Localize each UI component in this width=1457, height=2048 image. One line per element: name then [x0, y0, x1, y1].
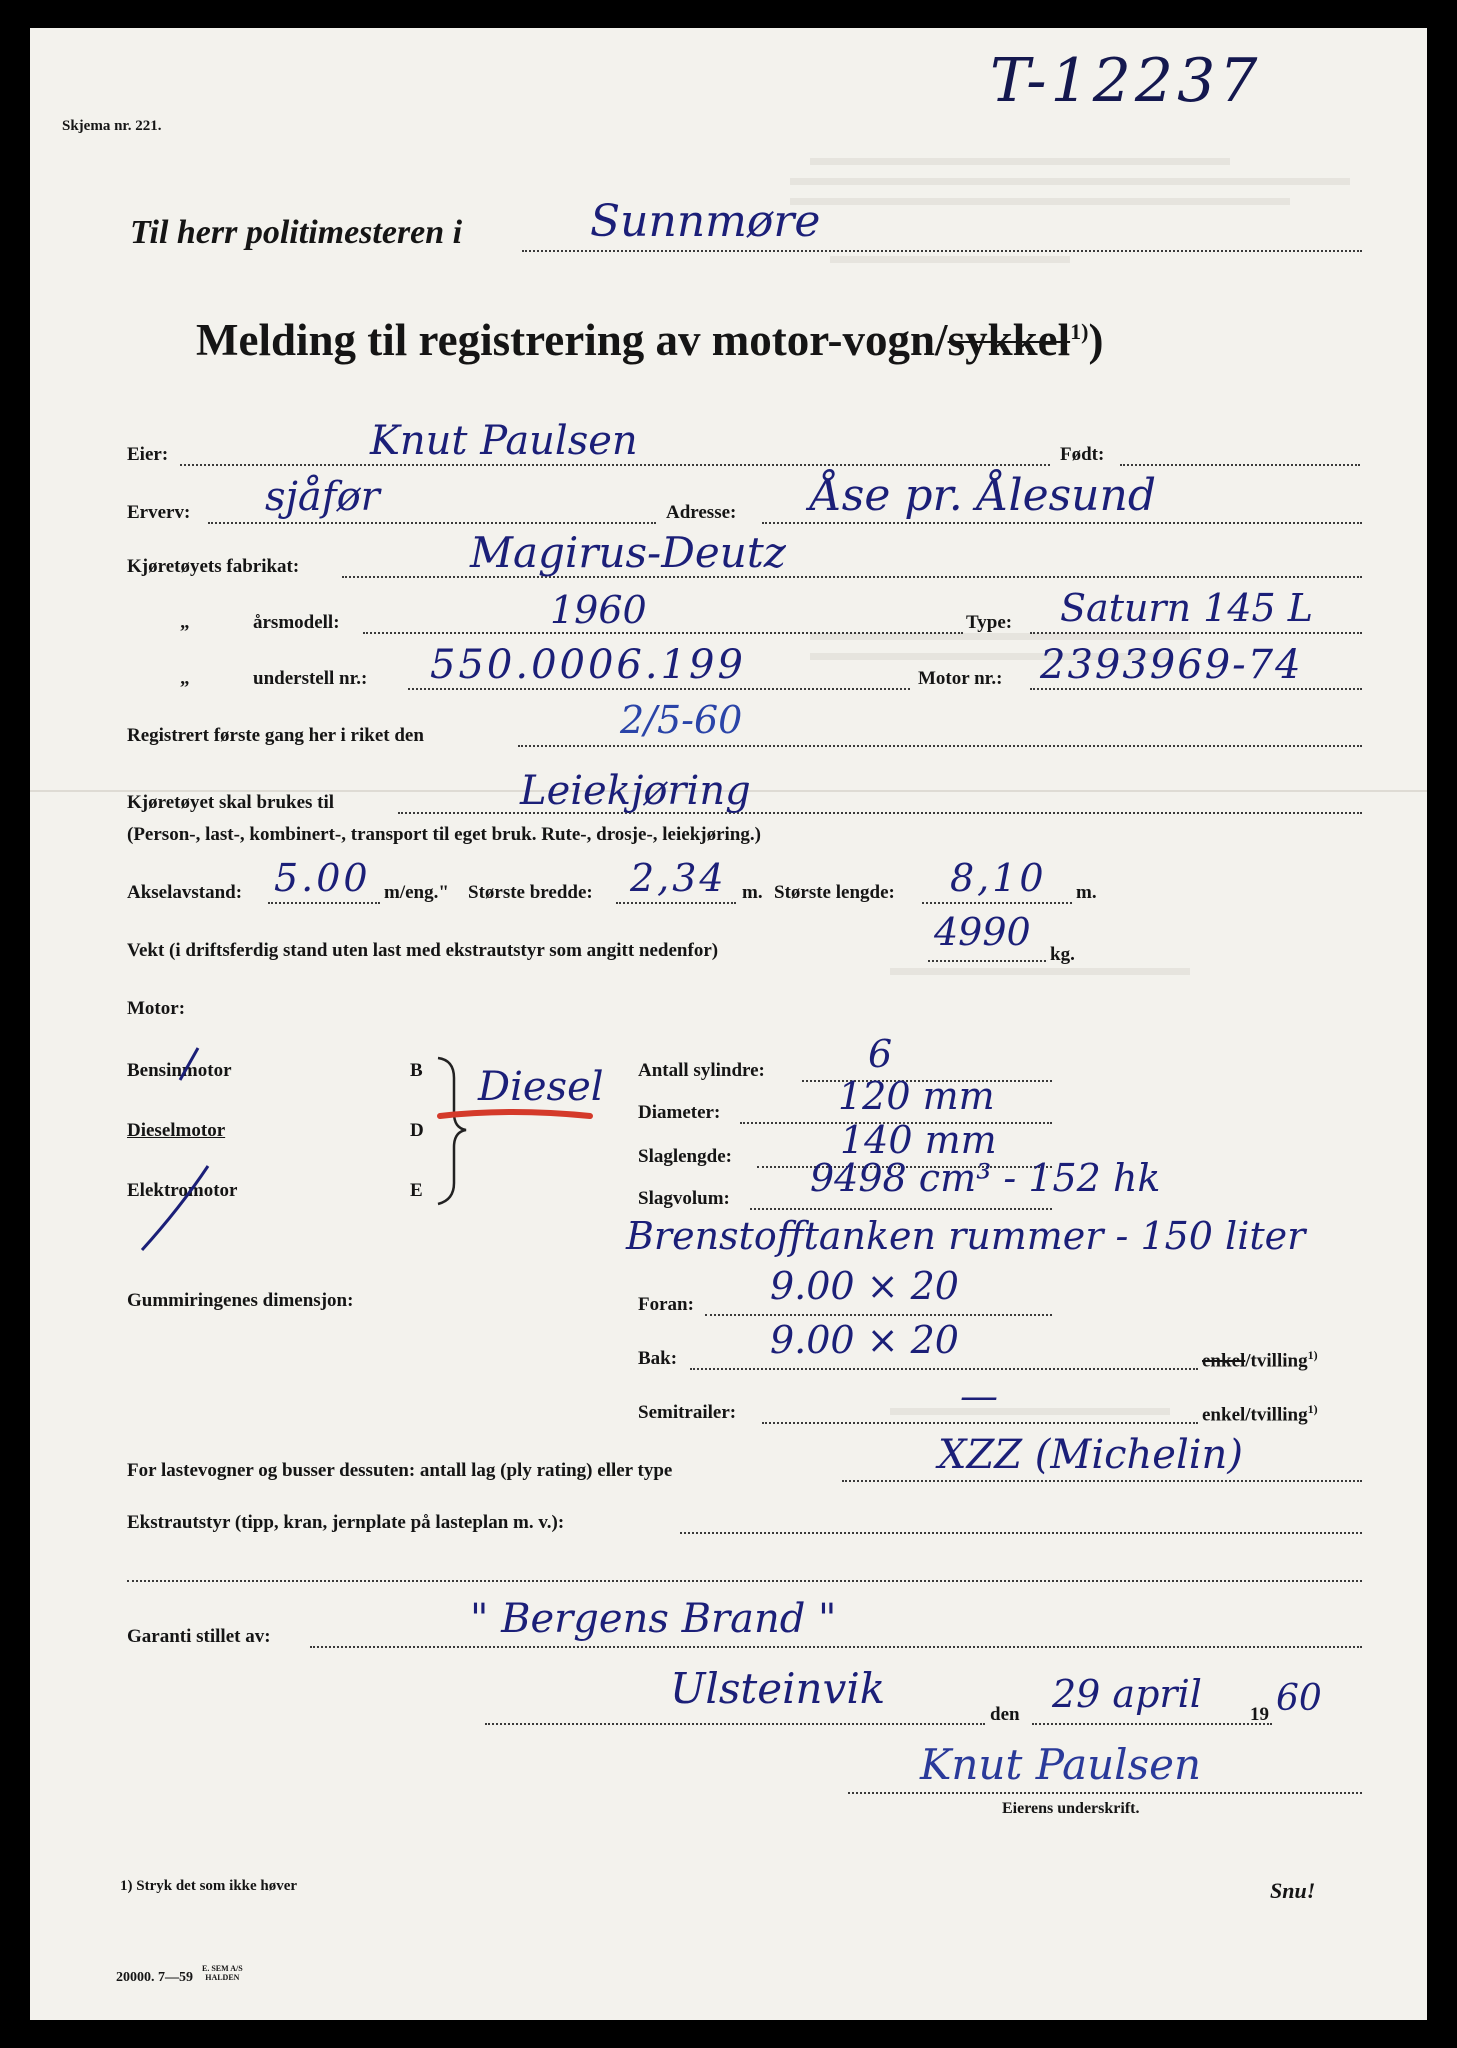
registrert-label: Registrert første gang her i riket den — [127, 725, 424, 746]
print-code: 20000. 7—59 — [116, 1970, 193, 1985]
place-value: Ulsteinvik — [670, 1664, 886, 1713]
motor-nr-value: 2393969-74 — [1040, 642, 1303, 688]
ditto-mark: „ — [180, 612, 190, 633]
pen-marks — [30, 28, 1427, 2020]
bak-value: 9.00 × 20 — [770, 1318, 959, 1362]
utstyr-label: Ekstrautstyr (tipp, kran, jernplate på lasteplan m. v.): — [127, 1512, 565, 1533]
type-label: Type: — [966, 612, 1013, 633]
garanti-label: Garanti stillet av: — [127, 1626, 271, 1647]
fabrikat-value: Magirus-Deutz — [470, 528, 786, 577]
fodt-label: Født: — [1060, 444, 1105, 465]
garanti-value: " Bergens Brand " — [470, 1596, 837, 1642]
year-value: 60 — [1276, 1678, 1322, 1719]
motor-selected: Diesel — [478, 1064, 604, 1110]
understell-label: understell nr.: — [253, 668, 368, 689]
year-prefix: 19 — [1250, 1704, 1269, 1725]
reference-number: T-12237 — [990, 46, 1262, 116]
semi-suffix: enkel/tvilling$^{1)}$ — [1202, 1402, 1318, 1426]
lengde-unit: m. — [1076, 882, 1097, 903]
akselavstand-unit: m/eng." — [384, 882, 449, 903]
vekt-unit: kg. — [1050, 944, 1075, 965]
motor-type-diesel: Dieselmotor — [127, 1120, 226, 1141]
ditto-mark: „ — [180, 668, 190, 689]
red-underline — [440, 1112, 590, 1116]
garanti-line — [310, 1646, 1362, 1648]
bredde-label: Største bredde: — [468, 882, 593, 903]
utstyr-line-2 — [127, 1580, 1362, 1582]
footnote: 1) Stryk det som ikke høver — [120, 1878, 298, 1894]
akselavstand-value: 5.00 — [274, 856, 371, 900]
ply-label: For lastevogner og busser dessuten: antall lag (ply rating) eller type — [127, 1460, 673, 1481]
ply-line — [842, 1480, 1362, 1482]
erverv-label: Erverv: — [127, 502, 191, 523]
motor-nr-label: Motor nr.: — [918, 668, 1003, 689]
date-line — [1032, 1723, 1272, 1725]
vekt-label: Vekt (i driftsferdig stand uten last med ekstrautstyr som angitt nedenfor) — [127, 940, 719, 961]
registrert-value: 2/5-60 — [620, 698, 743, 742]
bak-line — [690, 1368, 1198, 1370]
slagvolum-value: 9498 cm³ - 152 hk — [810, 1156, 1161, 1200]
motor-code-e: E — [410, 1180, 423, 1201]
slaglengde-value: 140 mm — [840, 1118, 997, 1162]
foran-line — [705, 1314, 1052, 1316]
strike-bensin — [180, 1048, 198, 1080]
diameter-value: 120 mm — [838, 1074, 995, 1118]
bredde-value: 2,34 — [630, 856, 727, 900]
signature-label: Eierens underskrift. — [1002, 1800, 1140, 1817]
foran-value: 9.00 × 20 — [770, 1264, 959, 1308]
adresse-label: Adresse: — [666, 502, 737, 523]
form-sheet — [30, 28, 1427, 2020]
semi-value: — — [960, 1374, 998, 1418]
brace-mark — [438, 1058, 466, 1204]
lengde-value: 8,10 — [950, 856, 1047, 900]
form-title: Melding til registrering av motor-vogn/sykkel$^{1)}$) — [196, 315, 1104, 365]
motor-code-d: D — [410, 1120, 424, 1141]
bredde-unit: m. — [742, 882, 763, 903]
bak-suffix: enkel/tvilling$^{1)}$ — [1202, 1348, 1318, 1372]
motor-heading: Motor: — [127, 998, 186, 1019]
vekt-value: 4990 — [934, 910, 1031, 954]
utstyr-line — [680, 1532, 1362, 1534]
addressee-value: Sunnmøre — [590, 196, 821, 247]
ply-value: XZZ (Michelin) — [938, 1432, 1243, 1478]
date-value: 29 april — [1052, 1672, 1202, 1716]
snu-note: Snu! — [1270, 1878, 1316, 1903]
signature-line — [848, 1792, 1362, 1794]
motor-code-b: B — [410, 1060, 423, 1081]
sylindre-label: Antall sylindre: — [638, 1060, 765, 1081]
slaglengde-label: Slaglengde: — [638, 1146, 732, 1167]
erverv-value: sjåfør — [265, 474, 380, 520]
motor-type-bensin: Bensinmotor — [127, 1060, 232, 1081]
den-label: den — [990, 1704, 1020, 1725]
arsmodell-value: 1960 — [550, 588, 647, 632]
tank-note: Brenstofftanken rummer - 150 liter — [626, 1214, 1306, 1258]
semi-label: Semitrailer: — [638, 1402, 737, 1423]
place-line — [485, 1723, 985, 1725]
motor-type-elektro: Elektromotor — [127, 1180, 238, 1201]
type-value: Saturn 145 L — [1060, 586, 1313, 630]
addressee-label: Til herr politimesteren i — [130, 214, 463, 251]
slagvolum-line — [750, 1208, 1052, 1210]
slagvolum-label: Slagvolum: — [638, 1188, 730, 1209]
adresse-value: Åse pr. Ålesund — [810, 470, 1157, 521]
understell-value: 550.0006.199 — [430, 642, 746, 688]
form-number: Skjema nr. 221. — [62, 118, 162, 134]
arsmodell-label: årsmodell: — [253, 612, 340, 633]
tires-label: Gummiringenes dimensjon: — [127, 1290, 354, 1311]
fabrikat-label: Kjøretøyets fabrikat: — [127, 556, 300, 577]
sylindre-value: 6 — [868, 1032, 893, 1076]
semi-line — [762, 1422, 1198, 1424]
diameter-label: Diameter: — [638, 1102, 721, 1123]
bak-label: Bak: — [638, 1348, 678, 1369]
brukes-value: Leiekjøring — [520, 768, 751, 814]
akselavstand-label: Akselavstand: — [127, 882, 243, 903]
lengde-label: Største lengde: — [774, 882, 895, 903]
strike-elektro — [142, 1166, 208, 1250]
eier-label: Eier: — [127, 444, 169, 465]
foran-label: Foran: — [638, 1294, 694, 1315]
brukes-note: (Person-, last-, kombinert-, transport til eget bruk. Rute-, drosje-, leiekjøring.) — [127, 824, 761, 845]
owner-signature: Knut Paulsen — [920, 1740, 1202, 1789]
eier-value: Knut Paulsen — [370, 418, 638, 464]
printer-name: E. SEM A/S HALDEN — [202, 1964, 243, 1982]
brukes-label: Kjøretøyet skal brukes til — [127, 792, 335, 813]
